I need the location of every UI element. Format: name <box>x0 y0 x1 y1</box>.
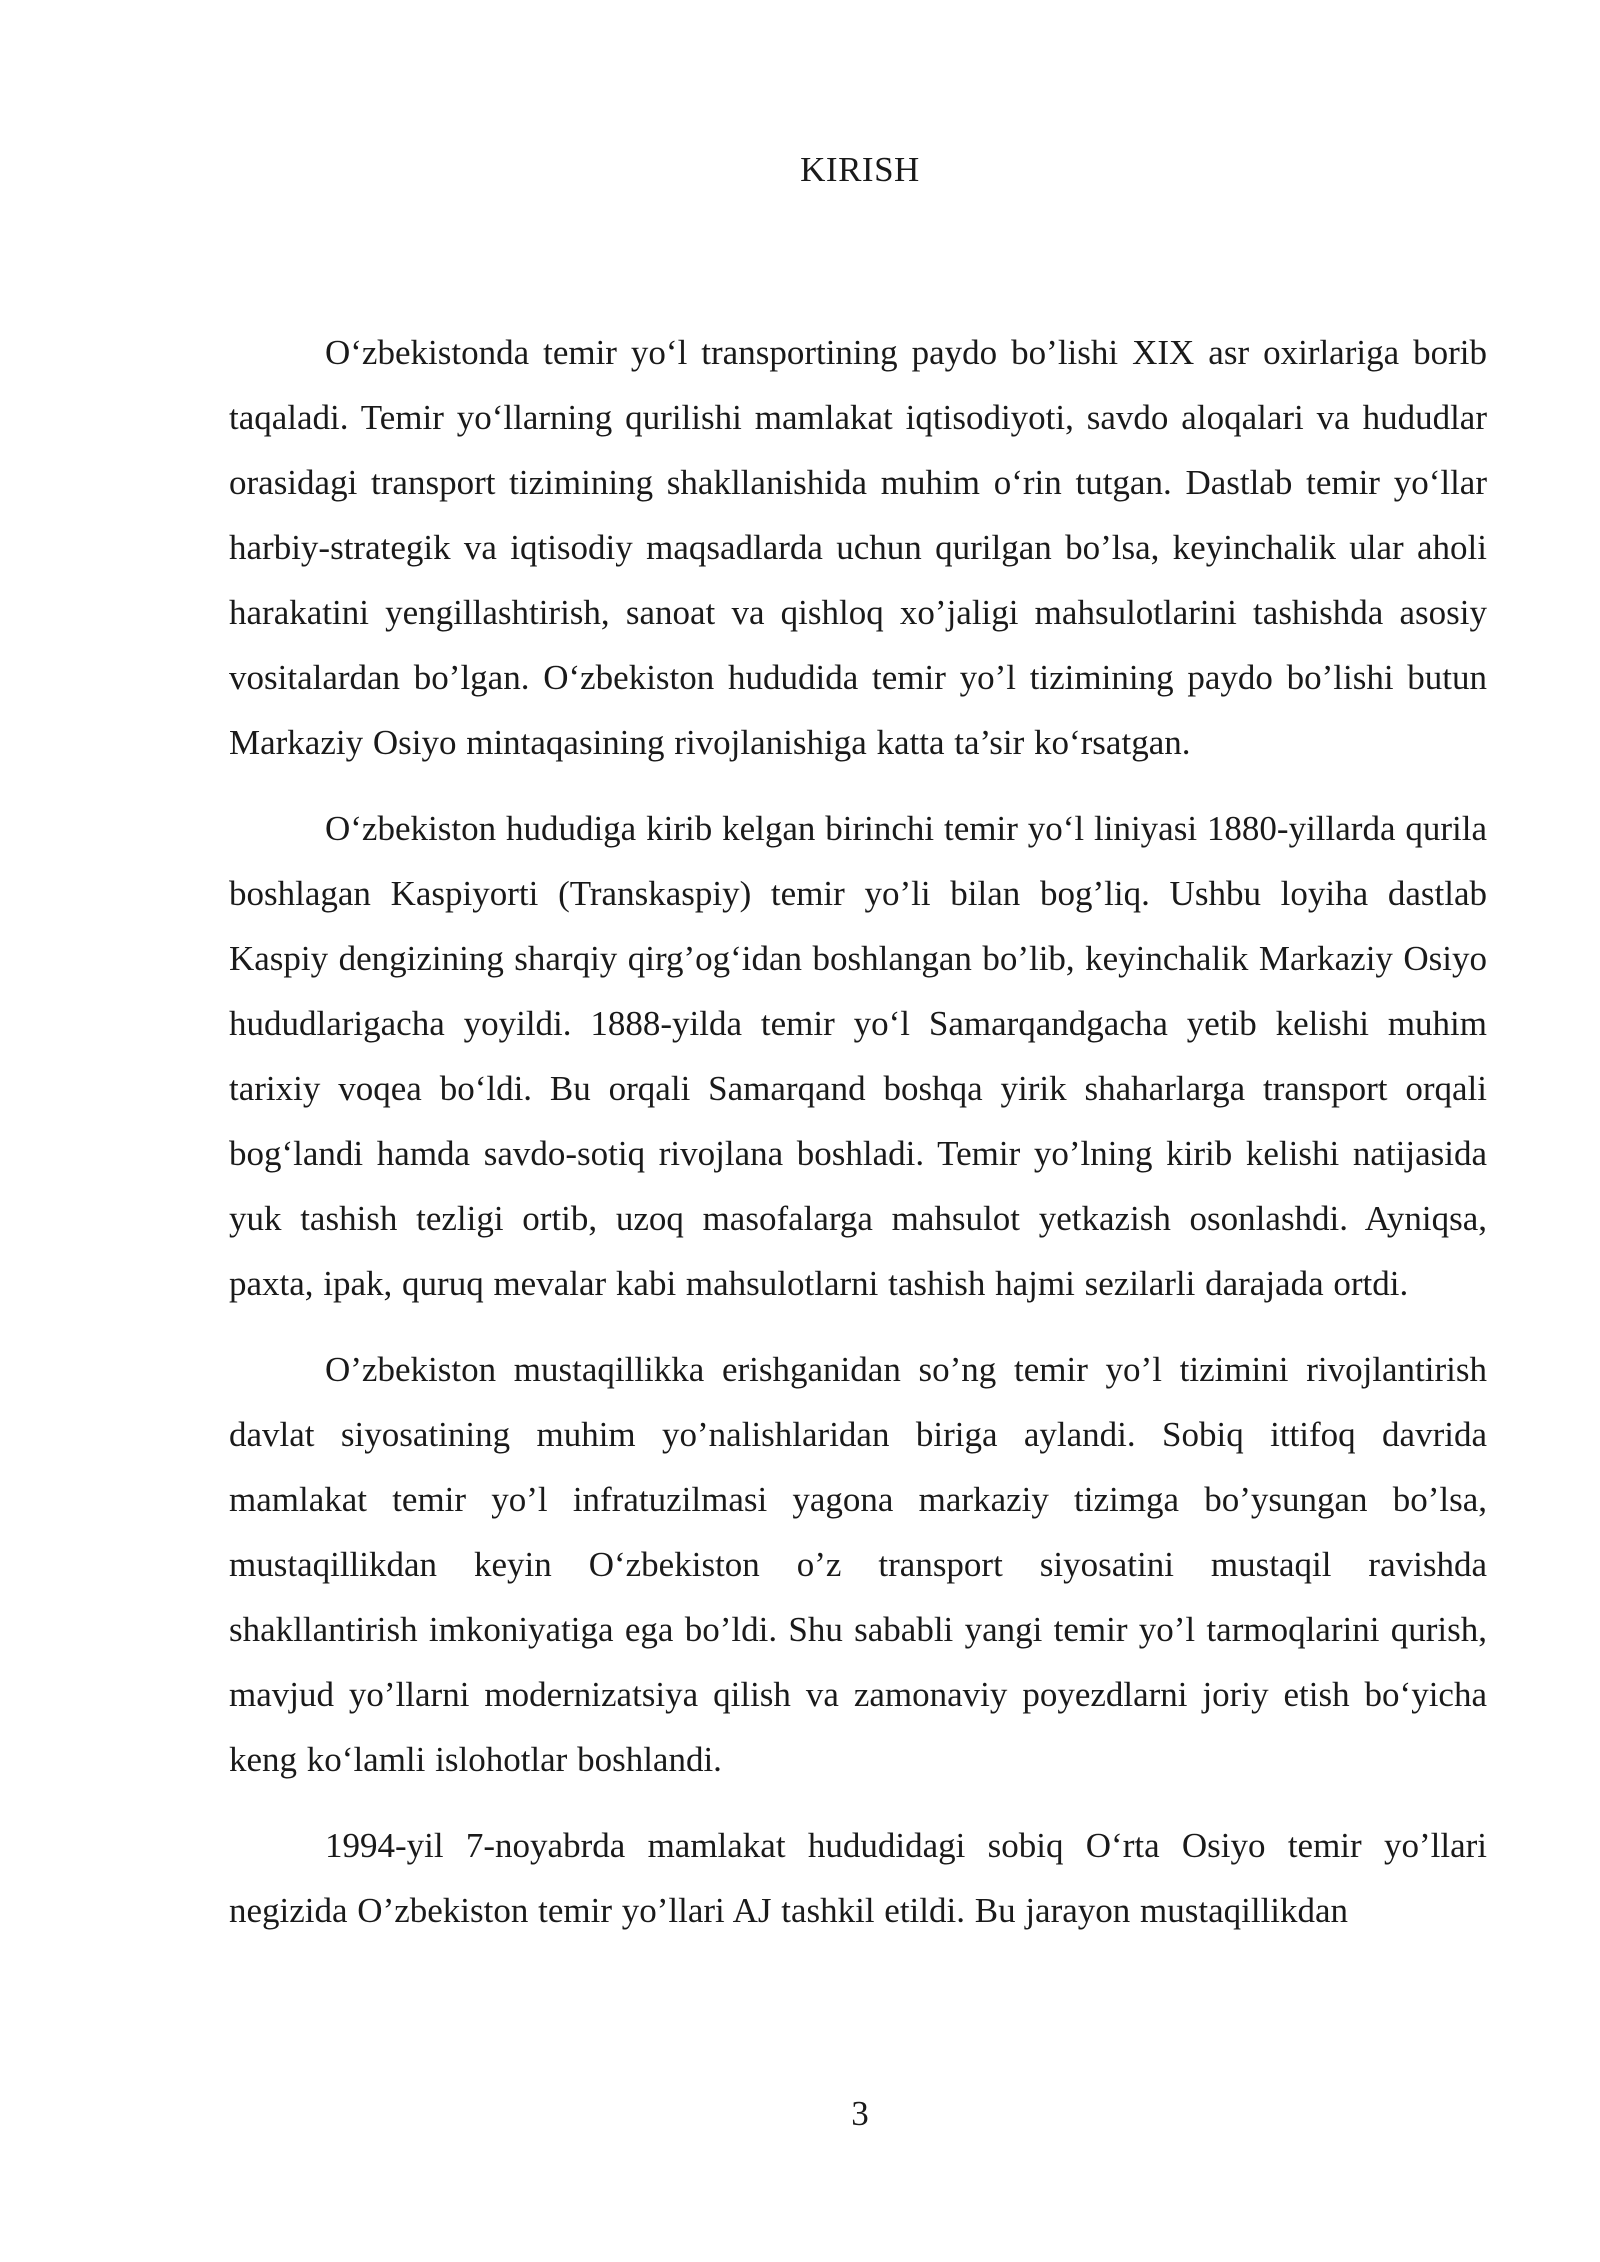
section-heading: KIRISH <box>800 150 920 189</box>
page-number: 3 <box>851 2094 869 2133</box>
paragraph-4: 1994-yil 7-noyabrda mamlakat hududidagi sobiq O‘rta Osiyo temir yo’llari negizida O’zbekiston temir yo’llari AJ tashkil etildi. Bu jarayon mustaqillikdan <box>229 1826 1487 1930</box>
paragraph-3: O’zbekiston mustaqillikka erishganidan so’ng temir yo’l tizimini rivojlantirish davlat siyosatining muhim yo’nalishlaridan biriga aylandi. Sobiq ittifoq davrida mamlakat temir yo’l infratuzilmasi yagona markaziy tizimga bo’ysungan bo’lsa, mustaqillikdan keyin O‘zbekiston o’z transport siyosatini mustaqil ravishda shakllantirish imkoniyatiga ega bo’ldi. Shu sababli yangi temir yo’l tarmoqlarini qurish, mavjud yo’llarni modernizatsiya qilish va zamonaviy poyezdlarni joriy etish bo‘yicha keng ko‘lamli islohotlar boshlandi. <box>229 1350 1487 1779</box>
paragraph-1: O‘zbekistonda temir yo‘l transportining paydo bo’lishi XIX asr oxirlariga borib taqaladi. Temir yo‘llarning qurilishi mamlakat iqtisodiyoti, savdo aloqalari va hududlar orasidagi transport tizimining shakllanishida muhim o‘rin tutgan. Dastlab temir yo‘llar harbiy-strategik va iqtisodiy maqsadlarda uchun qurilgan bo’lsa, keyinchalik ular aholi harakatini yengillashtirish, sanoat va qishloq xo’jaligi mahsulotlarini tashishda asosiy vositalardan bo’lgan. O‘zbekiston hududida temir yo’l tizimining paydo bo’lishi butun Markaziy Osiyo mintaqasining rivojlanishiga katta ta’sir ko‘rsatgan. <box>229 333 1487 762</box>
body-text <box>229 320 1487 1943</box>
paragraph-2: O‘zbekiston hududiga kirib kelgan birinchi temir yo‘l liniyasi 1880-yillarda qurila boshlagan Kaspiyorti (Transkaspiy) temir yo’li bilan bog’liq. Ushbu loyiha dastlab Kaspiy dengizining sharqiy qirg’og‘idan boshlangan bo’lib, keyinchalik Markaziy Osiyo hududlarigacha yoyildi. 1888-yilda temir yo‘l Samarqandgacha yetib kelishi muhim tarixiy voqea bo‘ldi. Bu orqali Samarqand boshqa yirik shaharlarga transport orqali bog‘landi hamda savdo-sotiq rivojlana boshladi. Temir yo’lning kirib kelishi natijasida yuk tashish tezligi ortib, uzoq masofalarga mahsulot yetkazish osonlashdi. Ayniqsa, paxta, ipak, quruq mevalar kabi mahsulotlarni tashish hajmi sezilarli darajada ortdi. <box>229 809 1487 1303</box>
